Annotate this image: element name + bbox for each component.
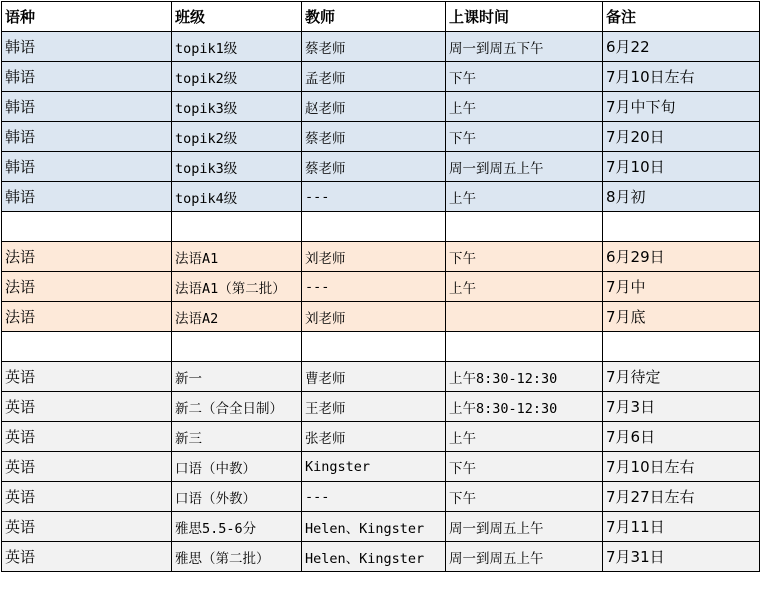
teacher-cell: 张老师 xyxy=(302,422,446,452)
class-cell: 口语（中教） xyxy=(172,452,302,482)
time-cell xyxy=(446,302,603,332)
notes-cell: 7月27日左右 xyxy=(603,482,760,512)
language-cell: 英语 xyxy=(2,362,172,392)
time-cell: 周一到周五下午 xyxy=(446,32,603,62)
notes-cell: 6月22 xyxy=(603,32,760,62)
header-class: 班级 xyxy=(172,2,302,32)
teacher-cell xyxy=(302,212,446,242)
notes-cell: 7月3日 xyxy=(603,392,760,422)
teacher-cell: Helen、Kingster xyxy=(302,512,446,542)
notes-cell: 7月中 xyxy=(603,272,760,302)
class-cell xyxy=(172,212,302,242)
table-row xyxy=(2,92,760,122)
teacher-cell: 曹老师 xyxy=(302,362,446,392)
class-cell: topik2级 xyxy=(172,122,302,152)
language-cell: 英语 xyxy=(2,512,172,542)
table-row xyxy=(2,482,760,512)
teacher-cell: 刘老师 xyxy=(302,242,446,272)
table-row xyxy=(2,542,760,572)
teacher-cell: Kingster xyxy=(302,452,446,482)
class-cell: 法语A1（第二批） xyxy=(172,272,302,302)
table-row xyxy=(2,182,760,212)
time-cell: 上午 xyxy=(446,422,603,452)
language-cell xyxy=(2,332,172,362)
teacher-cell: 赵老师 xyxy=(302,92,446,122)
time-cell: 周一到周五上午 xyxy=(446,542,603,572)
notes-cell: 7月10日左右 xyxy=(603,452,760,482)
table-row xyxy=(2,122,760,152)
time-cell: 上午 xyxy=(446,92,603,122)
language-cell: 韩语 xyxy=(2,182,172,212)
language-cell: 韩语 xyxy=(2,32,172,62)
teacher-cell xyxy=(302,332,446,362)
language-cell: 法语 xyxy=(2,272,172,302)
time-cell: 下午 xyxy=(446,122,603,152)
language-cell: 英语 xyxy=(2,482,172,512)
class-cell: 雅思5.5-6分 xyxy=(172,512,302,542)
teacher-cell: Helen、Kingster xyxy=(302,542,446,572)
time-cell: 上午 xyxy=(446,182,603,212)
time-cell: 上午 xyxy=(446,272,603,302)
teacher-cell: 刘老师 xyxy=(302,302,446,332)
teacher-cell: 孟老师 xyxy=(302,62,446,92)
header-teacher: 教师 xyxy=(302,2,446,32)
language-cell: 英语 xyxy=(2,542,172,572)
header-language: 语种 xyxy=(2,2,172,32)
table-row xyxy=(2,62,760,92)
time-cell xyxy=(446,332,603,362)
time-cell xyxy=(446,212,603,242)
time-cell: 上午8:30-12:30 xyxy=(446,392,603,422)
notes-cell xyxy=(603,332,760,362)
notes-cell xyxy=(603,212,760,242)
class-cell: topik1级 xyxy=(172,32,302,62)
notes-cell: 7月20日 xyxy=(603,122,760,152)
language-cell xyxy=(2,212,172,242)
class-cell: topik3级 xyxy=(172,152,302,182)
teacher-cell: 蔡老师 xyxy=(302,122,446,152)
class-cell: topik3级 xyxy=(172,92,302,122)
teacher-cell: --- xyxy=(302,482,446,512)
header-time: 上课时间 xyxy=(446,2,603,32)
table-row xyxy=(2,362,760,392)
language-cell: 英语 xyxy=(2,392,172,422)
class-cell: 法语A1 xyxy=(172,242,302,272)
teacher-cell: --- xyxy=(302,272,446,302)
time-cell: 下午 xyxy=(446,242,603,272)
notes-cell: 6月29日 xyxy=(603,242,760,272)
notes-cell: 7月10日 xyxy=(603,152,760,182)
language-cell: 法语 xyxy=(2,302,172,332)
notes-cell: 7月待定 xyxy=(603,362,760,392)
table-row xyxy=(2,302,760,332)
notes-cell: 7月中下旬 xyxy=(603,92,760,122)
notes-cell: 7月底 xyxy=(603,302,760,332)
language-cell: 英语 xyxy=(2,452,172,482)
table-row xyxy=(2,242,760,272)
language-cell: 韩语 xyxy=(2,62,172,92)
language-cell: 韩语 xyxy=(2,122,172,152)
notes-cell: 7月31日 xyxy=(603,542,760,572)
teacher-cell: --- xyxy=(302,182,446,212)
class-cell xyxy=(172,332,302,362)
notes-cell: 7月11日 xyxy=(603,512,760,542)
notes-cell: 7月6日 xyxy=(603,422,760,452)
language-cell: 法语 xyxy=(2,242,172,272)
time-cell: 下午 xyxy=(446,482,603,512)
teacher-cell: 蔡老师 xyxy=(302,32,446,62)
notes-cell: 8月初 xyxy=(603,182,760,212)
time-cell: 下午 xyxy=(446,452,603,482)
table-row xyxy=(2,152,760,182)
table-row xyxy=(2,452,760,482)
time-cell: 上午8:30-12:30 xyxy=(446,362,603,392)
spacer-row xyxy=(2,212,760,242)
teacher-cell: 蔡老师 xyxy=(302,152,446,182)
class-cell: 口语（外教） xyxy=(172,482,302,512)
time-cell: 下午 xyxy=(446,62,603,92)
table-row xyxy=(2,422,760,452)
table-row xyxy=(2,272,760,302)
language-cell: 英语 xyxy=(2,422,172,452)
time-cell: 周一到周五上午 xyxy=(446,512,603,542)
table-body xyxy=(2,32,760,572)
spacer-row xyxy=(2,332,760,362)
notes-cell: 7月10日左右 xyxy=(603,62,760,92)
class-cell: 新三 xyxy=(172,422,302,452)
teacher-cell: 王老师 xyxy=(302,392,446,422)
language-cell: 韩语 xyxy=(2,152,172,182)
class-cell: 法语A2 xyxy=(172,302,302,332)
table-row xyxy=(2,392,760,422)
class-cell: 新一 xyxy=(172,362,302,392)
class-cell: 雅思（第二批） xyxy=(172,542,302,572)
time-cell: 周一到周五上午 xyxy=(446,152,603,182)
header-row xyxy=(2,2,760,32)
class-cell: topik4级 xyxy=(172,182,302,212)
class-cell: 新二（合全日制） xyxy=(172,392,302,422)
header-notes: 备注 xyxy=(603,2,760,32)
language-cell: 韩语 xyxy=(2,92,172,122)
table-row xyxy=(2,512,760,542)
table-row xyxy=(2,32,760,62)
schedule-table xyxy=(1,1,760,572)
class-cell: topik2级 xyxy=(172,62,302,92)
